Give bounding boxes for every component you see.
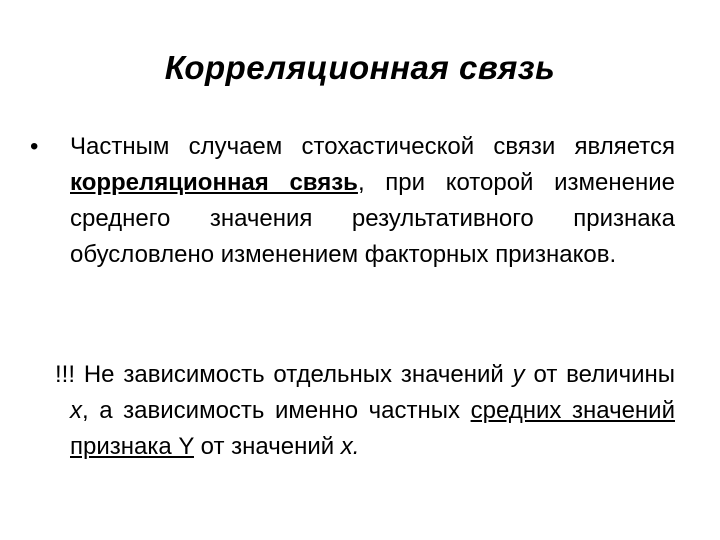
note-underlined-values: значений признака Y bbox=[70, 397, 675, 460]
note-prefix: !!! bbox=[55, 361, 76, 388]
definition-paragraph bbox=[70, 129, 675, 273]
definition-term: корреляционная связь bbox=[70, 169, 358, 196]
slide-title: Корреляционная связь bbox=[164, 49, 556, 86]
definition-text-after: , при которой изменение среднего значения результативного признака обусловлено изменением факторных признаков. bbox=[70, 169, 675, 268]
note-part-1: Не зависимость отдельных значений bbox=[75, 361, 513, 388]
definition-text-before: Частным случаем стохастической связи является bbox=[70, 133, 675, 160]
note-var-x-2: х. bbox=[340, 433, 360, 460]
note-part-2: от величины bbox=[524, 361, 675, 388]
note-part-3: , а зависимость именно частных bbox=[82, 397, 471, 424]
note-part-4: от значений bbox=[193, 433, 341, 460]
bullet-marker: • bbox=[30, 133, 39, 160]
note-paragraph bbox=[55, 357, 675, 465]
note-var-x: х bbox=[70, 397, 82, 424]
note-var-y: у bbox=[512, 361, 525, 388]
note-underlined-means: средних bbox=[470, 397, 572, 424]
